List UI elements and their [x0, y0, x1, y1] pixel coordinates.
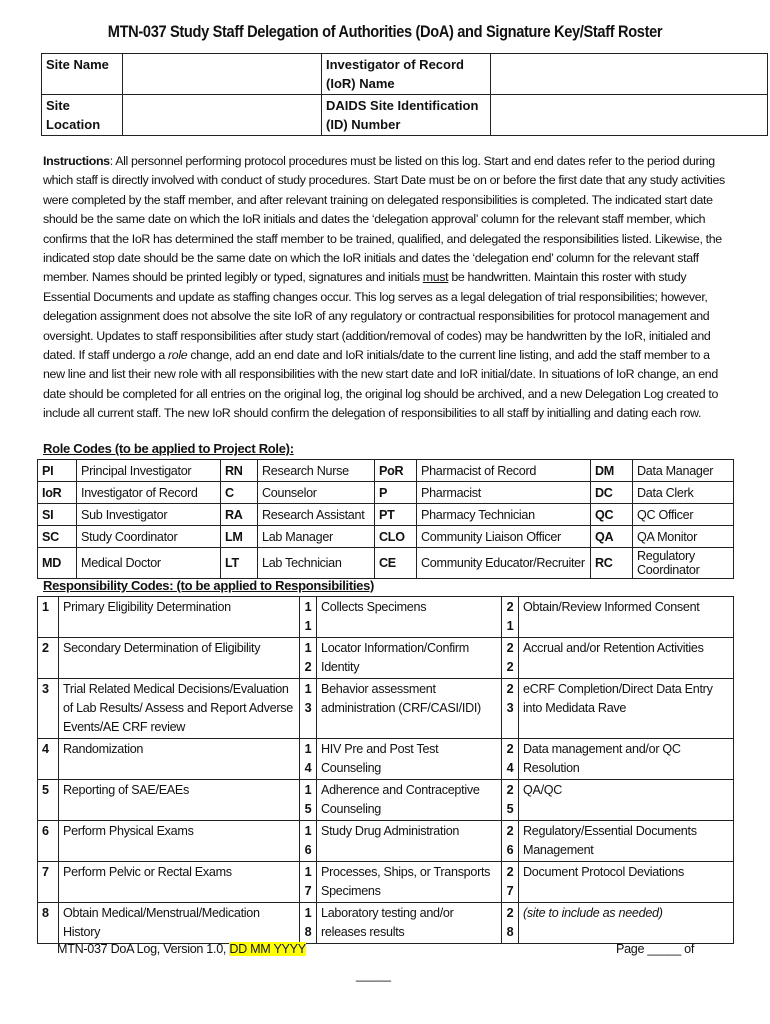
responsibility-code: 14	[300, 739, 317, 780]
role-code: SC	[38, 526, 77, 548]
responsibility-description: Obtain Medical/Menstrual/Medication History	[59, 903, 300, 944]
page-title: MTN-037 Study Staff Delegation of Authorities (DoA) and Signature Key/Staff Roster	[107, 22, 663, 41]
responsibility-description: Trial Related Medical Decisions/Evaluation of Lab Results/ Assess and Report Adverse Events/AE CRF review	[59, 679, 300, 739]
role-code: P	[375, 482, 417, 504]
responsibility-description	[519, 903, 734, 944]
role-code: SI	[38, 504, 77, 526]
daids-id-label: DAIDS Site Identification (ID) Number	[322, 95, 491, 136]
responsibility-description: Obtain/Review Informed Consent	[519, 597, 734, 638]
instructions-must: must	[422, 270, 449, 285]
role-code: LM	[221, 526, 258, 548]
instructions-text-3: change, add an end date and IoR initials/date to the current line listing, and add the staff member to a new line and list their new role with all responsibilities with the new start date and IoR initial/date. In situations of IoR change, an end date should be completed for all entries on the original log, the original log should be archived, and a new Delegation Log created to include all current staff. The new IoR should confirm the delegation of responsibilities to all staff by initialling and dating each row.	[43, 348, 718, 421]
role-code: QC	[591, 504, 633, 526]
responsibility-description: Collects Specimens	[317, 597, 502, 638]
role-description: Data Manager	[633, 460, 734, 482]
responsibility-code: 17	[300, 862, 317, 903]
footer-date-placeholder: DD MM YYYY	[229, 942, 306, 956]
role-code: DC	[591, 482, 633, 504]
role-description: Medical Doctor	[77, 548, 221, 579]
role-description: Study Coordinator	[77, 526, 221, 548]
role-description: Community Educator/Recruiter	[417, 548, 591, 579]
responsibility-code: 27	[502, 862, 519, 903]
instructions-text-2: be handwritten. Maintain this roster with study Essential Documents and update as staffing changes occur. This log serves as a legal delegation of trial responsibilities; however, delegation assignment does not absolve the site IoR of any regulatory or contractual responsibilities for protocol management and oversight. Updates to staff responsibilities after study start (addition/removal of codes) may be handwritten by the IoR, initialed and dated. If staff undergo a	[43, 270, 711, 363]
responsibility-code: 11	[300, 597, 317, 638]
role-row	[38, 504, 734, 526]
responsibility-code: 26	[502, 821, 519, 862]
role-code: LT	[221, 548, 258, 579]
footer-version	[57, 942, 306, 956]
responsibility-description: Primary Eligibility Determination	[59, 597, 300, 638]
responsibility-row	[38, 862, 734, 903]
role-description: Lab Technician	[258, 548, 375, 579]
role-description: Regulatory Coordinator	[633, 548, 734, 579]
responsibility-description: Laboratory testing and/or releases results	[317, 903, 502, 944]
responsibility-description: Adherence and Contraceptive Counseling	[317, 780, 502, 821]
responsibility-code: 28	[502, 903, 519, 944]
responsibility-description: Regulatory/Essential Documents Management	[519, 821, 734, 862]
role-code: CE	[375, 548, 417, 579]
responsibility-description: Study Drug Administration	[317, 821, 502, 862]
responsibility-description: Reporting of SAE/EAEs	[59, 780, 300, 821]
responsibility-code: 1	[38, 597, 59, 638]
role-description: Pharmacy Technician	[417, 504, 591, 526]
responsibility-code: 6	[38, 821, 59, 862]
responsibility-code: 16	[300, 821, 317, 862]
responsibility-description: eCRF Completion/Direct Data Entry into Medidata Rave	[519, 679, 734, 739]
role-description: Counselor	[258, 482, 375, 504]
responsibility-row	[38, 638, 734, 679]
responsibility-description: Secondary Determination of Eligibility	[59, 638, 300, 679]
role-description: Data Clerk	[633, 482, 734, 504]
responsibility-code: 3	[38, 679, 59, 739]
responsibility-code: 24	[502, 739, 519, 780]
responsibility-code: 21	[502, 597, 519, 638]
role-code: RC	[591, 548, 633, 579]
responsibility-code: 8	[38, 903, 59, 944]
responsibility-description: QA/QC	[519, 780, 734, 821]
responsibility-code: 18	[300, 903, 317, 944]
responsibility-code: 15	[300, 780, 317, 821]
role-description: Research Assistant	[258, 504, 375, 526]
role-description: Investigator of Record	[77, 482, 221, 504]
responsibility-row	[38, 597, 734, 638]
site-location-field[interactable]	[123, 95, 322, 136]
role-code: MD	[38, 548, 77, 579]
role-code: PoR	[375, 460, 417, 482]
role-description: Principal Investigator	[77, 460, 221, 482]
footer-page-number: Page _____ of	[616, 942, 695, 956]
role-description: QA Monitor	[633, 526, 734, 548]
instructions-role: role	[168, 348, 188, 363]
instructions-label: Instructions	[43, 154, 110, 168]
ior-name-label: Investigator of Record (IoR) Name	[322, 54, 491, 95]
responsibility-description: HIV Pre and Post Test Counseling	[317, 739, 502, 780]
daids-id-field[interactable]	[491, 95, 768, 136]
footer-page-total: _____	[356, 968, 392, 982]
ior-name-field[interactable]	[491, 54, 768, 95]
role-code: PI	[38, 460, 77, 482]
responsibility-code: 12	[300, 638, 317, 679]
role-code: RN	[221, 460, 258, 482]
role-codes-title: Role Codes (to be applied to Project Role):	[43, 441, 294, 456]
responsibility-description-italic: (site to include as needed)	[523, 906, 663, 920]
role-code: DM	[591, 460, 633, 482]
role-row	[38, 526, 734, 548]
responsibility-code: 5	[38, 780, 59, 821]
role-code: IoR	[38, 482, 77, 504]
instructions-text-1: : All personnel performing protocol procedures must be listed on this log. Start and end dates refer to the period during which staff is directly involved with conduct of study procedures. Start Date must be on or before the first date that any study activities were completed by the staff member, and after relevant training on delegated responsibilities is completed. The indicated start date should be the same date on which the IoR initials and dates the ‘delegation approval’ column for the relevant staff member, which confirms that the IoR has determined the staff member to be trained, qualified, and delegated the responsibilities listed. Likewise, the indicated stop date should be the same date on which the IoR initials and dates the ‘delegation end’ column for the relevant staff member. Names should be printed legibly or typed, signatures and initials	[43, 154, 725, 285]
responsibility-description: Perform Pelvic or Rectal Exams	[59, 862, 300, 903]
role-code: RA	[221, 504, 258, 526]
responsibility-description: Accrual and/or Retention Activities	[519, 638, 734, 679]
responsibility-description: Locator Information/Confirm Identity	[317, 638, 502, 679]
instructions	[43, 152, 731, 424]
responsibility-row	[38, 679, 734, 739]
responsibility-code: 7	[38, 862, 59, 903]
responsibility-code: 23	[502, 679, 519, 739]
responsibility-code: 13	[300, 679, 317, 739]
role-codes-table	[37, 459, 734, 579]
site-name-label: Site Name	[42, 54, 123, 95]
site-info-table	[41, 53, 768, 136]
responsibility-description: Behavior assessment administration (CRF/CASI/IDI)	[317, 679, 502, 739]
responsibility-description: Perform Physical Exams	[59, 821, 300, 862]
role-row	[38, 482, 734, 504]
responsibility-codes-title: Responsibility Codes: (to be applied to Responsibilities)	[43, 578, 375, 593]
role-description: QC Officer	[633, 504, 734, 526]
responsibility-code: 25	[502, 780, 519, 821]
role-row	[38, 548, 734, 579]
role-description: Research Nurse	[258, 460, 375, 482]
role-description: Lab Manager	[258, 526, 375, 548]
responsibility-code: 4	[38, 739, 59, 780]
responsibility-row	[38, 821, 734, 862]
responsibility-description: Document Protocol Deviations	[519, 862, 734, 903]
role-code: C	[221, 482, 258, 504]
responsibility-code: 2	[38, 638, 59, 679]
responsibility-description: Processes, Ships, or Transports Specimens	[317, 862, 502, 903]
responsibility-codes-table	[37, 596, 734, 944]
role-code: QA	[591, 526, 633, 548]
responsibility-description: Randomization	[59, 739, 300, 780]
role-code: PT	[375, 504, 417, 526]
footer-version-text: MTN-037 DoA Log, Version 1.0,	[57, 942, 230, 956]
responsibility-row	[38, 903, 734, 944]
site-name-field[interactable]	[123, 54, 322, 95]
responsibility-description: Data management and/or QC Resolution	[519, 739, 734, 780]
responsibility-row	[38, 780, 734, 821]
responsibility-row	[38, 739, 734, 780]
role-code: CLO	[375, 526, 417, 548]
responsibility-code: 22	[502, 638, 519, 679]
role-description: Pharmacist of Record	[417, 460, 591, 482]
role-description: Pharmacist	[417, 482, 591, 504]
role-description: Community Liaison Officer	[417, 526, 591, 548]
site-location-label: Site Location	[42, 95, 123, 136]
role-row	[38, 460, 734, 482]
role-description: Sub Investigator	[77, 504, 221, 526]
